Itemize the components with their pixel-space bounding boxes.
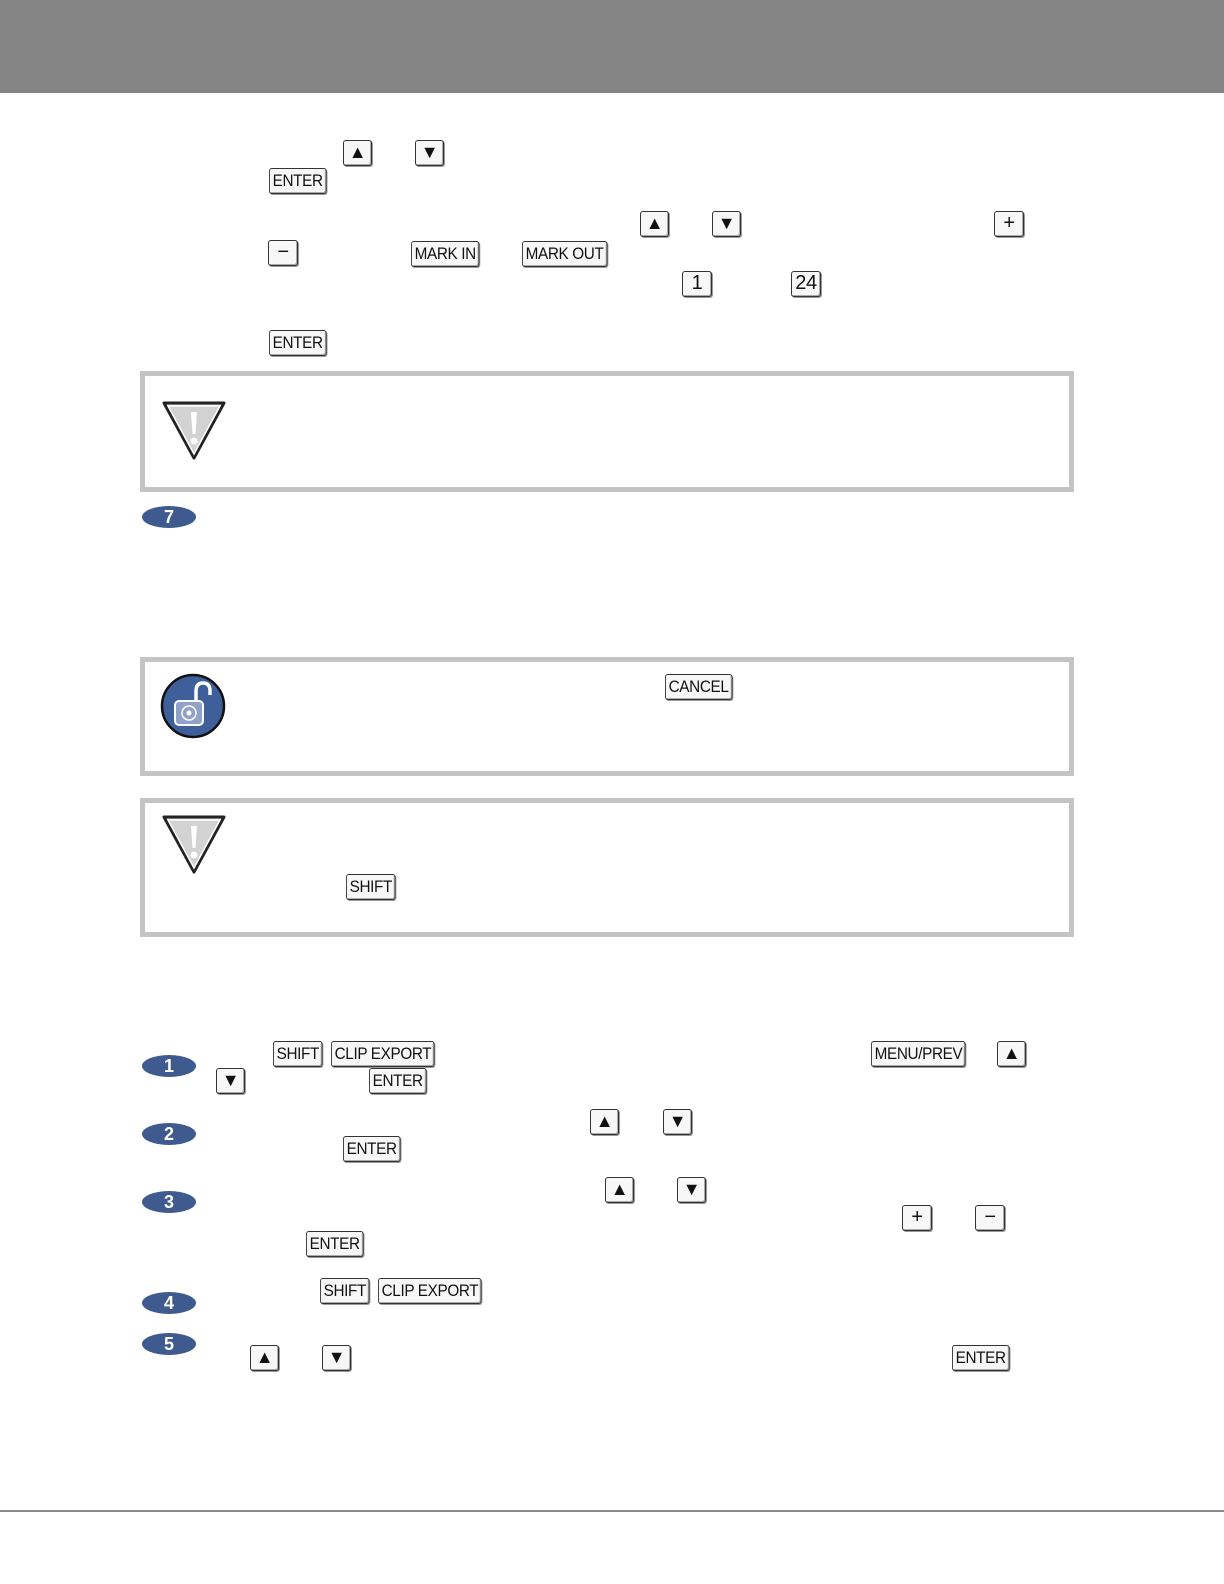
minus-key: − (268, 240, 298, 266)
up-arrow-key: ▲ (605, 1177, 634, 1203)
up-arrow-key: ▲ (590, 1109, 619, 1135)
down-arrow-key: ▼ (712, 211, 741, 237)
up-arrow-key: ▲ (640, 211, 669, 237)
menu-prev-key: MENU/PREV (871, 1041, 966, 1067)
plus-key: + (994, 211, 1024, 237)
caution-note-box (140, 371, 1074, 492)
mark-out-key: MARK OUT (522, 241, 607, 267)
unlocked-padlock-icon (160, 673, 226, 739)
minus-key: − (975, 1205, 1005, 1231)
clip-export-key: CLIP EXPORT (378, 1278, 482, 1304)
enter-key: ENTER (269, 330, 326, 356)
plus-key: + (902, 1205, 932, 1231)
step-number-badge: 1 (142, 1055, 196, 1077)
enter-key: ENTER (343, 1136, 400, 1162)
shift-key: SHIFT (320, 1278, 370, 1304)
warning-triangle-icon (160, 398, 228, 462)
down-arrow-key: ▼ (415, 140, 444, 166)
page-header-bar (0, 0, 1224, 93)
step-number-badge: 3 (142, 1191, 196, 1213)
step-number-badge: 5 (142, 1333, 196, 1355)
step-number-badge: 7 (142, 506, 196, 528)
caution-note-box (140, 798, 1074, 937)
number-twenty-four-key: 24 (791, 271, 821, 297)
shift-key: SHIFT (273, 1041, 323, 1067)
tip-note-box (140, 657, 1074, 776)
step-number-badge: 2 (142, 1123, 196, 1145)
up-arrow-key: ▲ (997, 1041, 1026, 1067)
clip-export-key: CLIP EXPORT (331, 1041, 435, 1067)
up-arrow-key: ▲ (250, 1345, 279, 1371)
enter-key: ENTER (952, 1345, 1009, 1371)
step-number-badge: 4 (142, 1292, 196, 1314)
down-arrow-key: ▼ (663, 1109, 692, 1135)
number-one-key: 1 (682, 271, 712, 297)
shift-key: SHIFT (346, 874, 396, 900)
down-arrow-key: ▼ (216, 1068, 245, 1094)
up-arrow-key: ▲ (343, 140, 372, 166)
mark-in-key: MARK IN (411, 241, 479, 267)
down-arrow-key: ▼ (322, 1345, 351, 1371)
cancel-key: CANCEL (665, 674, 732, 700)
footer-rule (0, 1510, 1224, 1512)
enter-key: ENTER (306, 1231, 363, 1257)
enter-key: ENTER (369, 1068, 426, 1094)
down-arrow-key: ▼ (677, 1177, 706, 1203)
warning-triangle-icon (160, 812, 228, 876)
enter-key: ENTER (269, 168, 326, 194)
